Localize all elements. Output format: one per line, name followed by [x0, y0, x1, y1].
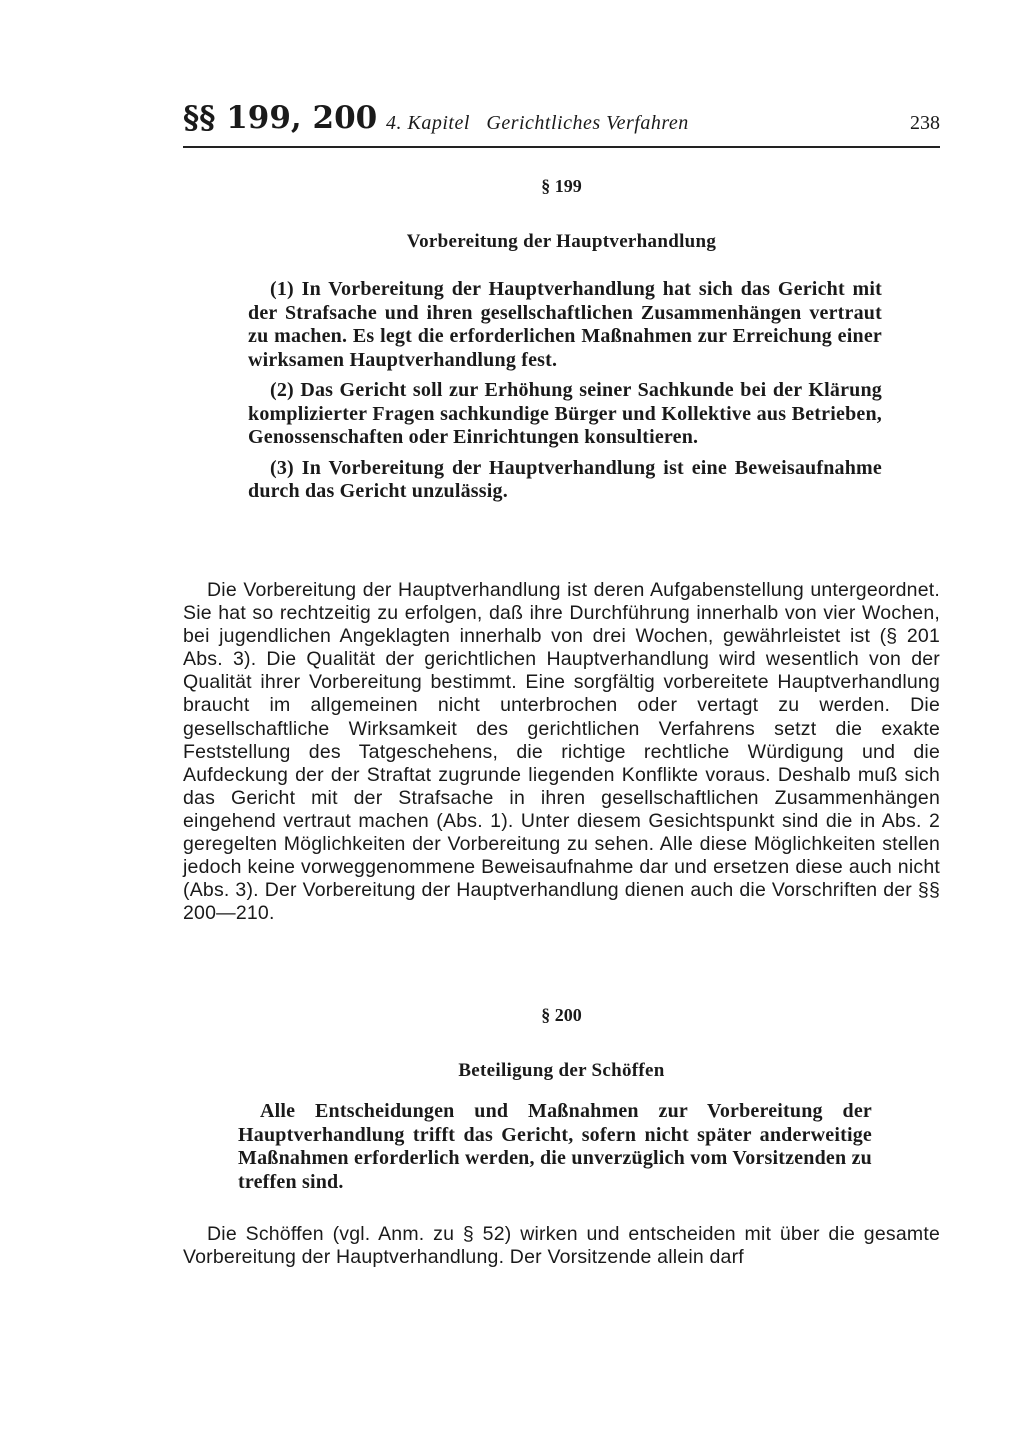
commentary-paragraph: Die Vorbereitung der Hauptverhandlung ist deren Aufgabenstellung untergeordnet. Sie hat so rechtzeitig zu erfolgen, daß ihre Durchführung innerhalb von vier Wochen, bei jugendlichen Angeklagten innerhalb von drei Wochen, gewährleistet ist (§ 201 Abs. 3). Die Qualität der gerichtlichen Hauptverhandlung wird wesentlich von der Qualität ihrer Vorbereitung bestimmt. Eine sorgfältig vorbereitete Hauptverhandlung braucht im allgemeinen nicht unterbrochen oder vertagt zu werden. Die gesellschaftliche Wirksamkeit des gerichtlichen Verfahrens setzt die exakte Feststellung des Tatgeschehens, die richtige rechtliche Würdigung und die Aufdeckung der der Straftat zugrunde liegenden Konflikte voraus. Deshalb muß sich das Gericht mit der Strafsache in ihren gesellschaftlichen Zusammenhängen eingehend vertraut machen (Abs. 1). Unter diesem Gesichtspunkt sind die in Abs. 2 geregelten Möglichkeiten der Vorbereitung zu sehen. Alle diese Möglichkeiten stellen jedoch keine vorweggenommene Beweisaufnahme dar und ersetzen diese auch nicht (Abs. 3). Der Vorbereitung der Hauptverhandlung dienen auch die Vorschriften der §§ 200—210. — [183, 579, 940, 925]
section-199-number: § 199 — [541, 176, 582, 196]
section-200-law-text — [238, 1100, 872, 1201]
section-200-number: § 200 — [541, 1005, 582, 1025]
running-header — [183, 100, 940, 148]
law-paragraph-1: (1) In Vorbereitung der Hauptverhandlung hat sich das Gericht mit der Strafsache und ihren gesellschaftlichen Zusammenhängen vertraut zu machen. Es legt die erforderlichen Maßnahmen zur Erreichung einer wirksamen Hauptverhandlung fest. — [248, 278, 882, 371]
law-paragraph-2: (2) Das Gericht soll zur Erhöhung seiner Sachkunde bei der Klärung komplizierter Fragen sachkundige Bürger und Kollektive aus Betrieben, Genossenschaften oder Einrichtungen konsultieren. — [248, 379, 882, 448]
page-number: 238 — [910, 112, 940, 134]
section-199-title: Vorbereitung der Hauptverhandlung — [406, 231, 717, 252]
law-paragraph: Alle Entscheidungen und Maßnahmen zur Vorbereitung der Hauptverhandlung trifft das Gericht, sofern nicht später anderweitige Maßnahmen erforderlich werden, die unverzüglich vom Vorsitzenden zu treffen sind. — [238, 1100, 872, 1193]
law-paragraph-3: (3) In Vorbereitung der Hauptverhandlung ist eine Beweisaufnahme durch das Gericht unzulässig. — [248, 456, 882, 502]
commentary-paragraph: Die Schöffen (vgl. Anm. zu § 52) wirken und entscheiden mit über die gesamte Vorbereitung der Hauptverhandlung. Der Vorsitzende allein darf — [183, 1223, 940, 1269]
section-200-commentary — [183, 1223, 940, 1269]
section-200-title: Beteiligung der Schöffen — [458, 1060, 665, 1081]
header-section-ref: §§ 199, 200 — [183, 100, 378, 136]
section-199-law-text — [248, 278, 882, 511]
header-chapter: 4. Kapitel Gerichtliches Verfahren — [386, 112, 689, 134]
section-199-commentary — [183, 579, 940, 925]
